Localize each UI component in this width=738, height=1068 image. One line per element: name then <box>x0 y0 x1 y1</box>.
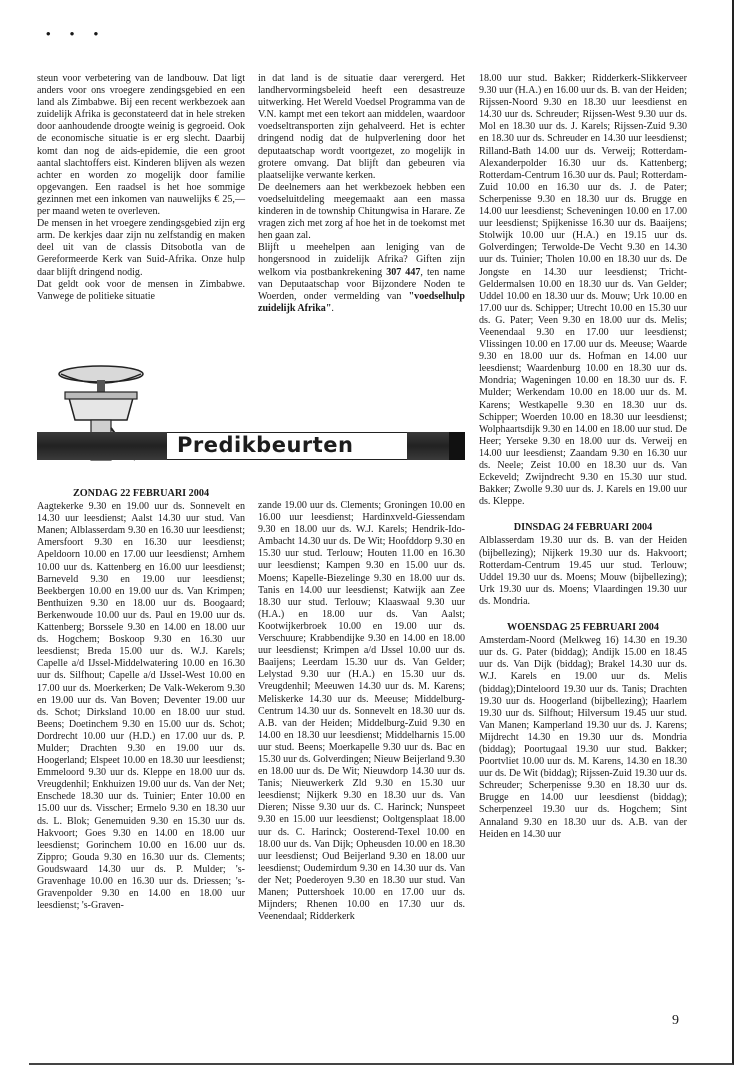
schedule-column-1 <box>37 488 245 912</box>
schedule-column-3 <box>479 73 687 841</box>
section-banner <box>37 418 465 470</box>
article-paragraph: De mensen in het vroegere zendingsgebied zijn erg arm. De kerkjes daar zijn nu zelfstandig en maken deel uit van de classis Ditsobotla van de Gereformeerde Kerk van Suid-Afrika. Onze hulp daar blijft dringend nodig. <box>37 218 245 278</box>
article-column-1 <box>37 73 245 303</box>
banner-end-block <box>449 432 465 460</box>
tuesday-heading: DINSDAG 24 FEBRUARI 2004 <box>513 522 653 534</box>
donation-end: . <box>331 302 334 314</box>
donation-label: "voedselhulp zuidelijk Afrika" <box>258 290 465 314</box>
donation-account: 307 447 <box>386 266 421 278</box>
wednesday-heading: WOENSDAG 25 FEBRUARI 2004 <box>507 622 659 634</box>
page-number: 9 <box>672 1013 679 1028</box>
donation-text: , ten name van Deputaatschap voor Bijzondere Noden te Woerden, onder vermelding van <box>258 266 466 302</box>
article-paragraph: De deelnemers aan het werkbezoek hebben een voedseluitdeling meegemaakt aan een massa kinderen in de township Chitungwisa in Harare. Ze vragen zich met zorg af hoe het in de toekomst met hen gaan zal. <box>258 181 465 242</box>
article-paragraph: Dat geldt ook voor de mensen in Zimbabwe. Vanwege de politieke situatie <box>37 278 245 302</box>
sunday-services-end: 18.00 uur stud. Bakker; Ridderkerk-Slikkerveer 9.30 uur (H.A.) en 16.00 uur ds. B. van der Heiden; Rijssen-Noord 9.30 en 18.30 uur leesdienst en 14.30 uur ds. Schreuder; Rijssen-West 9.30 uur ds. Mol en 18.30 uur ds. J. Karels; Rijssen-Zuid 9.30 en 18.30 uur ds. Schreuder en 14.30 uur leesdienst; Rilland-Bath 14.00 uur ds. Verweij; Rotterdam-Alexanderpolder 16.30 uur ds. Kattenberg; Rotterdam-Centrum 16.30 uur ds. Paul; Rotterdam-Zuid 10.00 en 16.30 uur ds. J. de Pater; Scherpenisse 9.30 en 18.30 uur ds. Brugge en 14.00 uur leesdienst; Scheveningen 10.00 en 17.00 uur leesdienst; Spijkenisse 16.30 uur ds. Baaijens; Stolwijk 10.00 uur (H.A.) en 19.15 uur ds. Golverdingen; Terwolde-De Vecht 9.30 en 14.30 uur ds. Tuinier; Tholen 10.00 en 18.30 uur ds. De Jongste en 14.30 uur leesdienst; Tricht-Geldermalsen 10.00 en 18.30 uur ds. Van Gelder; Uddel 10.00 en 18.30 uur ds. Mouw; Urk 10.00 en 17.00 uur ds. Schipper; Utrecht 10.00 en 15.30 uur ds. G. Pater; Veen 9.30 en 18.00 uur ds. Melis; Veenendaal 9.30 en 17.00 uur leesdienst; Vlissingen 10.00 en 17.00 uur ds. Meeuse; Waarde 9.30 en 18.00 uur ds. Hofman en 14.00 uur leesdienst; Waardenburg 10.00 en 18.30 uur ds. Mondria; Wageningen 10.00 en 18.30 uur ds. F. Mulder; Werkendam 10.00 en 18.00 uur ds. M. Karens; Westkapelle 9.30 en 18.30 uur ds. Schipper; Woerden 10.00 en 18.30 uur leesdienst; Wolphaartsdijk 9.30 en 14.00 en 18.00 uur stud. De Heer; Yerseke 9.30 en 18.00 uur ds. Verweij en 14.00 uur leesdienst; Zaandam 9.30 en 16.30 uur ds. Neele; Zeist 10.00 en 18.30 uur ds. Van Eckeveld; Zwijndrecht 9.30 en 15.30 uur stud. Bakker; Zwolle 9.30 uur ds. J. Karels en 19.00 uur ds. Kleppe. <box>479 73 687 508</box>
sunday-services: Aagtekerke 9.30 en 19.00 uur ds. Sonnevelt en 14.30 uur leesdienst; Aalst 14.30 uur stud. Van Manen; Alblasserdam 9.30 en 16.30 uur leesdienst; Amersfoort 9.30 en 16.30 uur leesdienst; Apeldoorn 10.00 en 17.00 uur leesdienst; Arnhem 10.00 uur ds. Kattenberg en 16.00 uur leesdienst; Barneveld 9.30 en 19.00 uur leesdienst; Beekbergen 10.00 en 19.00 uur ds. Van Krimpen; Benthuizen 9.30 en 18.00 uur ds. Boogaard; Berkenwoude 10.00 uur ds. Paul en 19.00 uur ds. Kattenberg; Borssele 9.30 en 14.00 en 18.00 uur ds. Hogchem; Boskoop 9.30 en 16.30 uur leesdienst; Breda 15.00 uur ds. W.J. Karels; Capelle a/d IJssel-Middelwatering 10.00 en 16.30 uur ds. Silfhout; Capelle a/d IJssel-West 10.00 en 17.00 uur ds. Moerkerken; De Valk-Wekerom 9.30 en 19.00 uur ds. Van Boven; Deventer 19.00 uur ds. Schot; Dirksland 10.00 en 18.00 uur stud. Beens; Doetinchem 9.30 en 15.00 uur ds. Schot; Dordrecht 10.00 uur (H.D.) en 17.00 uur ds. P. Mulder; Drachten 9.30 en 19.00 uur ds. Hoogerland; Elspeet 10.00 en 18.30 uur leesdienst; Emmeloord 9.30 uur ds. Kleppe en 18.00 uur ds. Vreugdenhil; Enkhuizen 19.00 uur ds. Van der Net; Enschede 18.30 uur ds. Tuinier; Enter 10.00 en 15.00 uur ds. Visscher; Ermelo 9.30 en 18.30 uur ds. L. Blok; Genemuiden 9.30 en 15.30 uur ds. Hakvoort; Goes 9.30 en 14.00 en 18.00 uur leesdienst; Gorinchem 10.00 en 16.00 uur ds. Zippro; Gouda 9.30 en 16.30 uur ds. Clements; Goudswaard 14.30 uur ds. P. Mulder; 's-Gravenhage 10.00 en 16.30 uur ds. Driessen; 's-Gravenpolder 9.30 en 14.00 en 18.00 uur leesdienst; 's-Graven- <box>37 501 245 912</box>
article-paragraph <box>258 242 465 315</box>
header-marks: • • • <box>46 26 107 41</box>
article-column-2 <box>258 73 465 315</box>
article-paragraph: steun voor verbetering van de landbouw. Dat ligt anders voor ons vroegere zendingsgebied en een land als Zimbabwe. Bij een recent werkbezoek aan zuidelijk Afrika is geconstateerd dat in hele streken door aanhoudende droogte weinig is gegroeid. Ook de economische situatie is er erg slecht. Daarbij komt dan nog de aids-epidemie, die een groot aantal slachtoffers eist. Kinderen blijven als wezen achter en worden zo mogelijk door familie opgevangen. Een raadsel is het hoe sommige gezinnen met een inkomen van nauwelijks € 25,— per maand weten te overleven. <box>37 73 245 218</box>
sunday-heading: ZONDAG 22 FEBRUARI 2004 <box>72 488 210 499</box>
sunday-services-continued: zande 19.00 uur ds. Clements; Groningen 10.00 en 16.00 uur leesdienst; Hardinxveld-Giessendam 9.30 en 18.00 uur ds. W.J. Karels; Hendrik-Ido-Ambacht 14.30 uur ds. De Wit; Hoofddorp 9.30 en 15.30 uur stud. Terlouw; Houten 11.00 en 16.30 uur leesdienst; Kampen 9.30 en 15.00 uur ds. Moens; Kapelle-Biezelinge 9.30 en 18.00 uur ds. Tanis en 14.00 uur leesdienst; Katwijk aan Zee 18.30 uur stud. Terlouw; Klaaswaal 9.30 uur (H.A.) en 18.00 uur ds. Van Aalst; Kootwijkerbroek 10.00 en 19.00 uur ds. Verschuure; Krabbendijke 9.30 en 14.00 en 18.00 uur leesdienst; Krimpen a/d IJssel 10.00 uur ds. Baaijens; Leerdam 15.30 uur ds. Van Gelder; Lelystad 9.30 uur (H.A.) en 15.30 uur ds. Vreugdenhil; Meeuwen 14.30 uur ds. M. Karens; Meliskerke 14.30 uur ds. Meeuse; Middelburg-Centrum 14.30 uur ds. Sonnevelt en 18.30 uur ds. A.B. van der Heiden; Middelburg-Zuid 9.30 en 14.00 en 18.30 uur leesdienst; Middelharnis 15.00 uur stud. Beens; Moerkapelle 9.30 uur ds. Bac en 15.30 uur ds. Golverdingen; Nieuw Beijerland 9.30 en 18.00 uur ds. De Wit; Nieuwdorp 14.30 uur ds. Tanis; Nieuwerkerk Zld 9.30 en 15.30 uur leesdienst; Nijkerk 9.30 en 18.30 uur ds. Van Dieren; Nisse 9.30 uur ds. C. Harinck; Nunspeet 9.30 en 15.00 uur leesdienst; Ooltgensplaat 18.00 uur ds. C. Harinck; Oosterend-Texel 10.00 en 18.00 uur ds. Van Dijk; Opheusden 10.00 en 18.30 uur leesdienst; Oud Beijerland 9.30 en 18.00 uur leesdienst; Oudemirdum 9.30 en 14.30 uur ds. Van der Net; Poederoyen 9.30 en 18.30 uur stud. Van Manen; Puttershoek 10.00 en 17.00 uur ds. Mijnders; Rhenen 10.00 en 17.30 uur ds. Veenendaal; Ridderkerk <box>258 500 465 923</box>
tuesday-services: Alblasserdam 19.30 uur ds. B. van der Heiden (bijbellezing); Nijkerk 19.30 uur ds. Hakvoort; Rotterdam-Centrum 19.45 uur stud. Terlouw; Uddel 19.30 uur ds. Moens; Mouw (bijbellezing); Urk 19.30 uur ds. Moens; Vlaardingen 19.30 uur ds. Mondria. <box>479 535 687 607</box>
schedule-column-2 <box>258 488 465 923</box>
article-paragraph: in dat land is de situatie daar verergerd. Het landhervormingsbeleid heeft een desastreuze uitwerking. Het Wereld Voedsel Programma van de V.N. kampt met een tekort aan middelen, waardoor voedseltransporten zijn gehalveerd. Het is echter dringend nodig dat de hulpverlening door het deputaatschap wordt voortgezet, zo mogelijk in grotere omvang. Dat blijft dan gebeuren via plaatselijke verwante kerken. <box>258 73 465 181</box>
donation-intro: Blijft u meehelpen aan leniging van de hongersnood in zuidelijk Afrika? Giften zijn welkom via postbankrekening <box>258 242 465 278</box>
section-title: Predikbeurten <box>177 433 354 457</box>
wednesday-services: Amsterdam-Noord (Melkweg 16) 14.30 en 19.30 uur ds. G. Pater (biddag); Andijk 15.00 en 18.45 uur ds. Van Dijk (biddag); Brakel 14.30 uur ds. W.J. Karels en 19.00 uur ds. Melis (biddag);Dinteloord 19.30 uur ds. Tanis; Drachten 19.30 uur ds. Hoogerland (bijbellezing); Haarlem 19.30 uur ds. Silfhout; Hilversum 19.45 uur stud. Van Manen; Kamperland 19.30 uur ds. J. Karens; Mijdrecht 14.30 en 19.30 uur ds. Mondria (biddag); Poortugaal 19.30 uur stud. Bakker; Poortvliet 10.00 uur ds. M. Karens, 14.30 en 18.30 uur ds. De Wit (biddag); Rijssen-Zuid 19.30 uur ds. Schreuder; Scherpenisse 9.30 en 18.30 uur ds. Brugge en 14.00 uur leesdienst (biddag); Scherpenzeel 19.30 uur ds. Hogchem; Sint Annaland 9.30 en 18.30 uur ds. A.B. van der Heiden en 14.30 uur <box>479 635 687 840</box>
